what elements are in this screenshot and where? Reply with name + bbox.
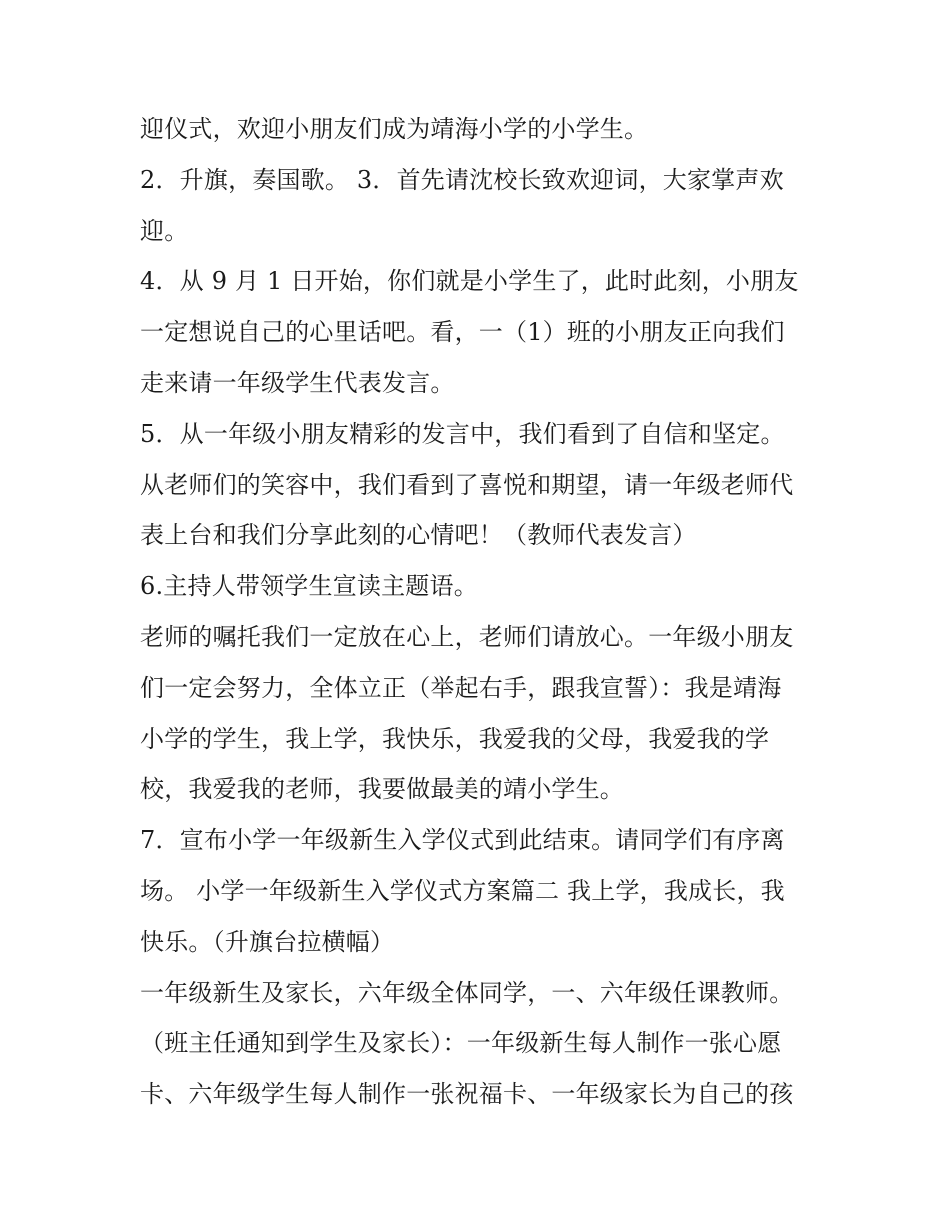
text-line: 一年级新生及家长，六年级全体同学，一、六年级任课教师。	[140, 978, 794, 1007]
text-line: 校，我爱我的老师，我要做最美的靖小学生。	[140, 775, 624, 804]
text-line: 卡、六年级学生每人制作一张祝福卡、一年级家长为自己的孩	[140, 1080, 794, 1109]
text-line: 2．升旗，奏国歌。 3．首先请沈校长致欢迎词，大家掌声欢	[140, 165, 784, 194]
text-line: 4．从 9 月 1 日开始，你们就是小学生了，此时此刻，小朋友	[140, 267, 799, 296]
text-line: 老师的嘱托我们一定放在心上，老师们请放心。一年级小朋友	[140, 622, 794, 651]
text-line: 迎。	[140, 216, 189, 245]
text-line: 快乐。（升旗台拉横幅）	[140, 927, 395, 956]
text-line: （班主任通知到学生及家长）：一年级新生每人制作一张心愿	[140, 1029, 782, 1058]
document-body	[140, 104, 820, 1120]
text-line: 走来请一年级学生代表发言。	[140, 368, 455, 397]
text-line: 表上台和我们分享此刻的心情吧！（教师代表发言）	[140, 521, 697, 550]
text-line: 迎仪式，欢迎小朋友们成为靖海小学的小学生。	[140, 115, 649, 143]
text-line: 场。 小学一年级新生入学仪式方案篇二 我上学，我成长，我	[140, 876, 785, 905]
text-line: 7．宣布小学一年级新生入学仪式到此结束。请同学们有序离	[140, 826, 785, 855]
text-line: 们一定会努力，全体立正（举起右手，跟我宣誓）：我是靖海	[140, 673, 782, 702]
text-line: 6.主持人带领学生宣读主题语。	[140, 572, 478, 601]
text-line: 一定想说自己的心里话吧。看，一（1）班的小朋友正向我们	[140, 318, 785, 347]
text-line: 从老师们的笑容中，我们看到了喜悦和期望，请一年级老师代	[140, 470, 794, 499]
text-line: 5．从一年级小朋友精彩的发言中，我们看到了自信和坚定。	[140, 419, 785, 448]
text-line: 小学的学生，我上学，我快乐，我爱我的父母，我爱我的学	[140, 724, 770, 753]
